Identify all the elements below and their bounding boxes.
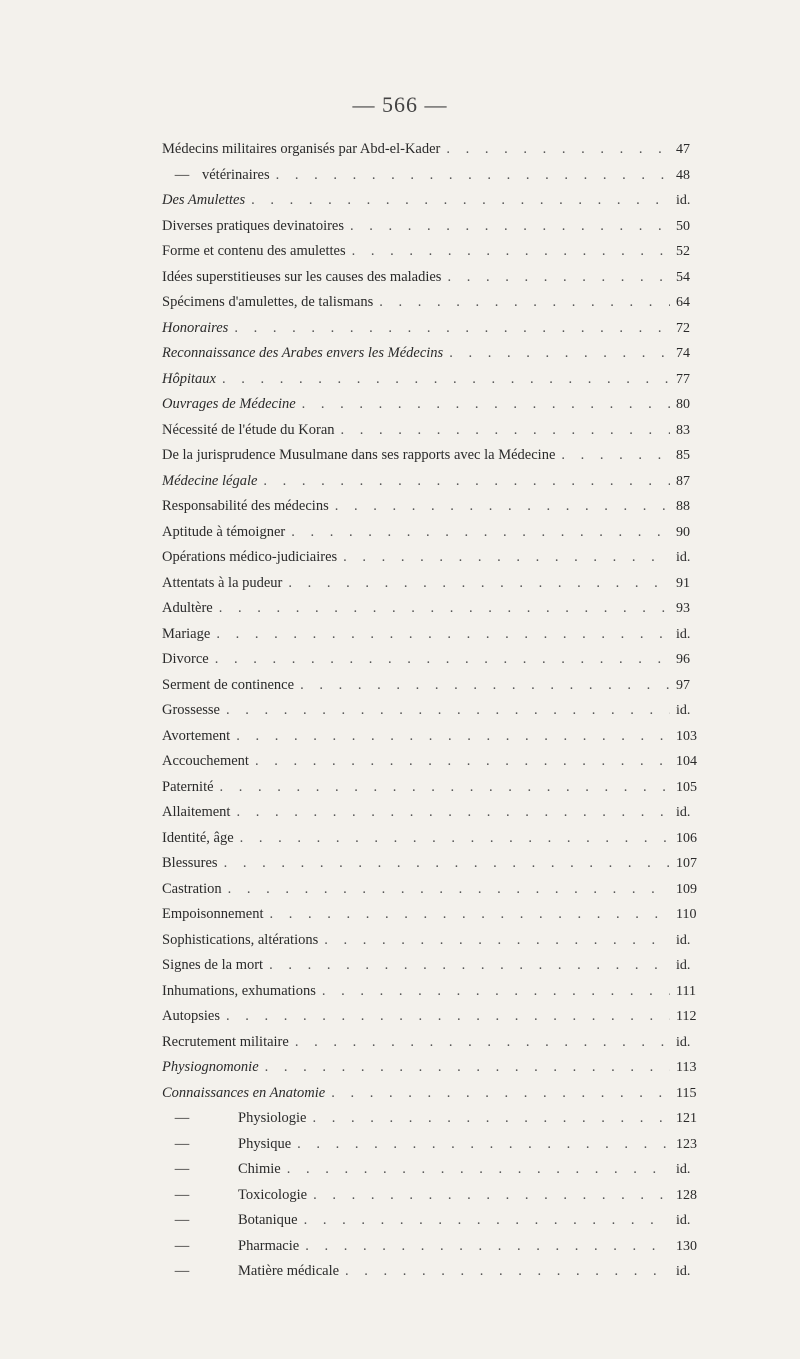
toc-entry-label: Pharmacie [238, 1237, 300, 1254]
toc-entry-page: 52 [676, 244, 690, 259]
toc-entry-page: 104 [676, 754, 697, 769]
toc-entry-label: Médecine légale [162, 472, 258, 489]
toc-entry-page: 64 [676, 295, 690, 310]
toc-entry-label: Toxicologie [238, 1186, 308, 1203]
toc-entry-label: Botanique [238, 1212, 298, 1228]
toc-entry [162, 473, 702, 499]
toc-entry [162, 1034, 702, 1060]
toc-entry [162, 498, 702, 524]
toc-entry-page: 77 [676, 371, 690, 387]
toc-entry-label: Blessures [162, 855, 218, 871]
toc-entry [162, 1263, 702, 1289]
toc-entry-dash: — [174, 166, 190, 183]
toc-entry-label: Physiologie [238, 1110, 307, 1126]
dot-leader [224, 855, 670, 872]
toc-entry-label: Idées superstitieuses sur les causes des maladies [162, 268, 442, 285]
toc-entry-page: 72 [676, 320, 690, 336]
dot-leader [219, 600, 670, 617]
toc-entry-label: Accouchement [162, 753, 249, 769]
toc-entry-label: Mariage [162, 625, 211, 642]
dot-leader [240, 830, 670, 847]
toc-entry-page: 74 [676, 346, 690, 361]
toc-entry-page: id. [676, 703, 691, 718]
dot-leader [215, 651, 670, 668]
toc-entry-label: Avortement [162, 727, 231, 744]
toc-entry-page: 115 [676, 1085, 697, 1101]
toc-entry [162, 1085, 702, 1111]
toc-entry-dash: — [174, 1237, 190, 1254]
toc-entry [162, 1212, 702, 1238]
toc-entry-page: id. [676, 550, 691, 565]
toc-entry [162, 855, 702, 881]
toc-entry [162, 1187, 702, 1213]
toc-entry-page: id. [676, 193, 691, 208]
dot-leader [222, 371, 670, 388]
dot-leader [345, 1263, 670, 1280]
dot-leader [295, 1034, 670, 1051]
dot-leader [335, 498, 670, 515]
toc-entry-page: id. [676, 958, 691, 973]
toc-entry-label: Ouvrages de Médecine [162, 396, 296, 412]
toc-entry-label: Aptitude à témoigner [162, 523, 286, 540]
dot-leader [255, 753, 670, 770]
dot-leader [251, 192, 670, 209]
toc-entry-dash: — [174, 1186, 190, 1203]
toc-entry-page: 130 [676, 1238, 697, 1254]
toc-entry [162, 396, 702, 422]
dot-leader [379, 294, 670, 311]
dot-leader [288, 575, 670, 592]
toc-entry-label: Honoraires [162, 319, 229, 336]
dot-leader [236, 728, 670, 745]
toc-entry-page: 109 [676, 881, 697, 897]
toc-entry-label: Signes de la mort [162, 957, 264, 973]
dot-leader [313, 1187, 670, 1204]
toc-entry-page: 103 [676, 728, 697, 744]
toc-entry [162, 1008, 702, 1034]
toc-entry-page: 121 [676, 1111, 697, 1126]
toc-entry [162, 243, 702, 269]
toc-entry-page: 97 [676, 677, 690, 693]
toc-entry-page: id. [676, 1034, 691, 1050]
toc-entry-page: 90 [676, 524, 690, 540]
toc-entry [162, 345, 702, 371]
toc-entry-dash: — [174, 1212, 190, 1228]
toc-entry-page: id. [676, 1162, 691, 1177]
toc-entry-page: id. [676, 932, 691, 948]
dot-leader [312, 1110, 670, 1127]
toc-entry-label: Empoisonnement [162, 906, 264, 922]
toc-entry-page: 47 [676, 142, 690, 157]
toc-entry-page: 113 [676, 1060, 697, 1075]
dot-leader [302, 396, 670, 413]
toc-entry-label: Grossesse [162, 702, 220, 718]
toc-entry [162, 804, 702, 830]
toc-entry-page: 87 [676, 473, 690, 489]
toc-entry [162, 371, 702, 397]
toc-entry-label: Des Amulettes [162, 192, 246, 208]
dot-leader [322, 983, 670, 1000]
dot-leader [341, 422, 670, 439]
toc-entry-label: Connaissances en Anatomie [162, 1084, 326, 1101]
dot-leader [300, 677, 670, 694]
toc-entry [162, 167, 702, 193]
toc-entry-label: Identité, âge [162, 829, 234, 846]
toc-entry-label: Opérations médico-judiciaires [162, 549, 338, 565]
toc-entry-label: Nécessité de l'étude du Koran [162, 421, 335, 438]
toc-entry-label: Divorce [162, 651, 209, 667]
dot-leader [343, 549, 670, 566]
toc-entry-label: Attentats à la pudeur [162, 574, 283, 591]
toc-entry [162, 447, 702, 473]
toc-entry-label: Recrutement militaire [162, 1033, 289, 1050]
toc-entry [162, 422, 702, 448]
toc-entry-page: 80 [676, 397, 690, 412]
dot-leader [352, 243, 670, 260]
toc-entry-page: 54 [676, 269, 690, 285]
toc-entry [162, 549, 702, 575]
dot-leader [449, 345, 670, 362]
toc-entry-page: 91 [676, 575, 690, 591]
toc-entry [162, 728, 702, 754]
toc-entry-label: Adultère [162, 600, 213, 616]
toc-entry-page: 96 [676, 652, 690, 667]
toc-entry [162, 524, 702, 550]
dot-leader [236, 804, 670, 821]
toc-entry [162, 320, 702, 346]
toc-entry-page: 112 [676, 1009, 697, 1024]
toc-entry-page: 85 [676, 448, 690, 463]
toc-entry-dash: — [174, 1110, 190, 1126]
toc-entry-label: Physique [238, 1135, 292, 1152]
dot-leader [561, 447, 670, 464]
toc-entry [162, 957, 702, 983]
toc-entry-label: Reconnaissance des Arabes envers les Médecins [162, 345, 444, 361]
toc-entry [162, 651, 702, 677]
toc-entry-label: Chimie [238, 1161, 281, 1177]
toc-entry [162, 1238, 702, 1264]
toc-entry [162, 192, 702, 218]
toc-entry [162, 983, 702, 1009]
dot-leader [291, 524, 670, 541]
toc-entry-label: Serment de continence [162, 676, 295, 693]
dot-leader [269, 957, 670, 974]
toc-entry [162, 702, 702, 728]
toc-entry-label: De la jurisprudence Musulmane dans ses rapports avec la Médecine [162, 447, 556, 463]
dot-leader [226, 1008, 670, 1025]
toc-entry-label: Autopsies [162, 1008, 220, 1024]
toc-entry-label: Castration [162, 880, 222, 897]
toc-entry-dash: — [174, 1263, 190, 1279]
dot-leader [324, 932, 670, 949]
toc-entry-label: Spécimens d'amulettes, de talismans [162, 294, 374, 310]
toc-entry [162, 753, 702, 779]
toc-entry-page: 83 [676, 422, 690, 438]
toc-entry-label: Physiognomonie [162, 1059, 259, 1075]
dot-leader [216, 626, 670, 643]
toc-entry-label: Paternité [162, 778, 214, 795]
toc-entry [162, 269, 702, 295]
toc-entry [162, 1161, 702, 1187]
toc-entry [162, 218, 702, 244]
toc-entry [162, 906, 702, 932]
toc-entry-page: 111 [676, 983, 696, 999]
dot-leader [304, 1212, 670, 1229]
toc-entry [162, 779, 702, 805]
dot-leader [305, 1238, 670, 1255]
toc-entry-page: 48 [676, 167, 690, 183]
toc-entry-label: Médecins militaires organisés par Abd-el-Kader [162, 141, 441, 157]
toc-entry-dash: — [174, 1161, 190, 1177]
toc-entry-page: 93 [676, 601, 690, 616]
toc-entry-page: 106 [676, 830, 697, 846]
toc-entry [162, 677, 702, 703]
dot-leader [226, 702, 670, 719]
toc-entry [162, 1059, 702, 1085]
table-of-contents [162, 141, 702, 1289]
dot-leader [297, 1136, 670, 1153]
dot-leader [228, 881, 670, 898]
toc-entry-label: Responsabilité des médecins [162, 498, 329, 514]
toc-entry-page: 123 [676, 1136, 697, 1152]
toc-entry-page: 110 [676, 907, 697, 922]
toc-entry-page: 105 [676, 779, 697, 795]
toc-entry [162, 141, 702, 167]
toc-entry-label: Allaitement [162, 804, 231, 820]
toc-entry [162, 830, 702, 856]
toc-entry [162, 600, 702, 626]
dot-leader [447, 269, 670, 286]
dot-leader [220, 779, 670, 796]
dot-leader [287, 1161, 670, 1178]
dot-leader [265, 1059, 670, 1076]
toc-entry-page: 88 [676, 499, 690, 514]
toc-entry-label: Matière médicale [238, 1263, 340, 1279]
toc-entry [162, 294, 702, 320]
dot-leader [446, 141, 670, 158]
toc-entry [162, 1110, 702, 1136]
dot-leader [331, 1085, 670, 1102]
toc-entry [162, 881, 702, 907]
toc-entry-label: Sophistications, altérations [162, 931, 319, 948]
dot-leader [234, 320, 670, 337]
toc-entry [162, 1136, 702, 1162]
toc-entry-page: 50 [676, 218, 690, 234]
toc-entry [162, 575, 702, 601]
toc-entry-page: id. [676, 805, 691, 820]
toc-entry [162, 932, 702, 958]
page-number: — 566 — [352, 92, 448, 117]
toc-entry-page: 107 [676, 856, 697, 871]
dot-leader [270, 906, 671, 923]
toc-entry-label: vétérinaires [202, 166, 270, 183]
dot-leader [263, 473, 670, 490]
toc-entry-label: Forme et contenu des amulettes [162, 243, 346, 259]
toc-entry-page: id. [676, 626, 691, 642]
toc-entry-page: id. [676, 1264, 691, 1279]
toc-entry [162, 626, 702, 652]
toc-entry-label: Diverses pratiques devinatoires [162, 217, 345, 234]
dot-leader [276, 167, 670, 184]
toc-entry-page: id. [676, 1213, 691, 1228]
toc-entry-label: Inhumations, exhumations [162, 982, 316, 999]
dot-leader [350, 218, 670, 235]
toc-entry-page: 128 [676, 1187, 697, 1203]
toc-entry-label: Hôpitaux [162, 370, 216, 387]
toc-entry-dash: — [174, 1135, 190, 1152]
